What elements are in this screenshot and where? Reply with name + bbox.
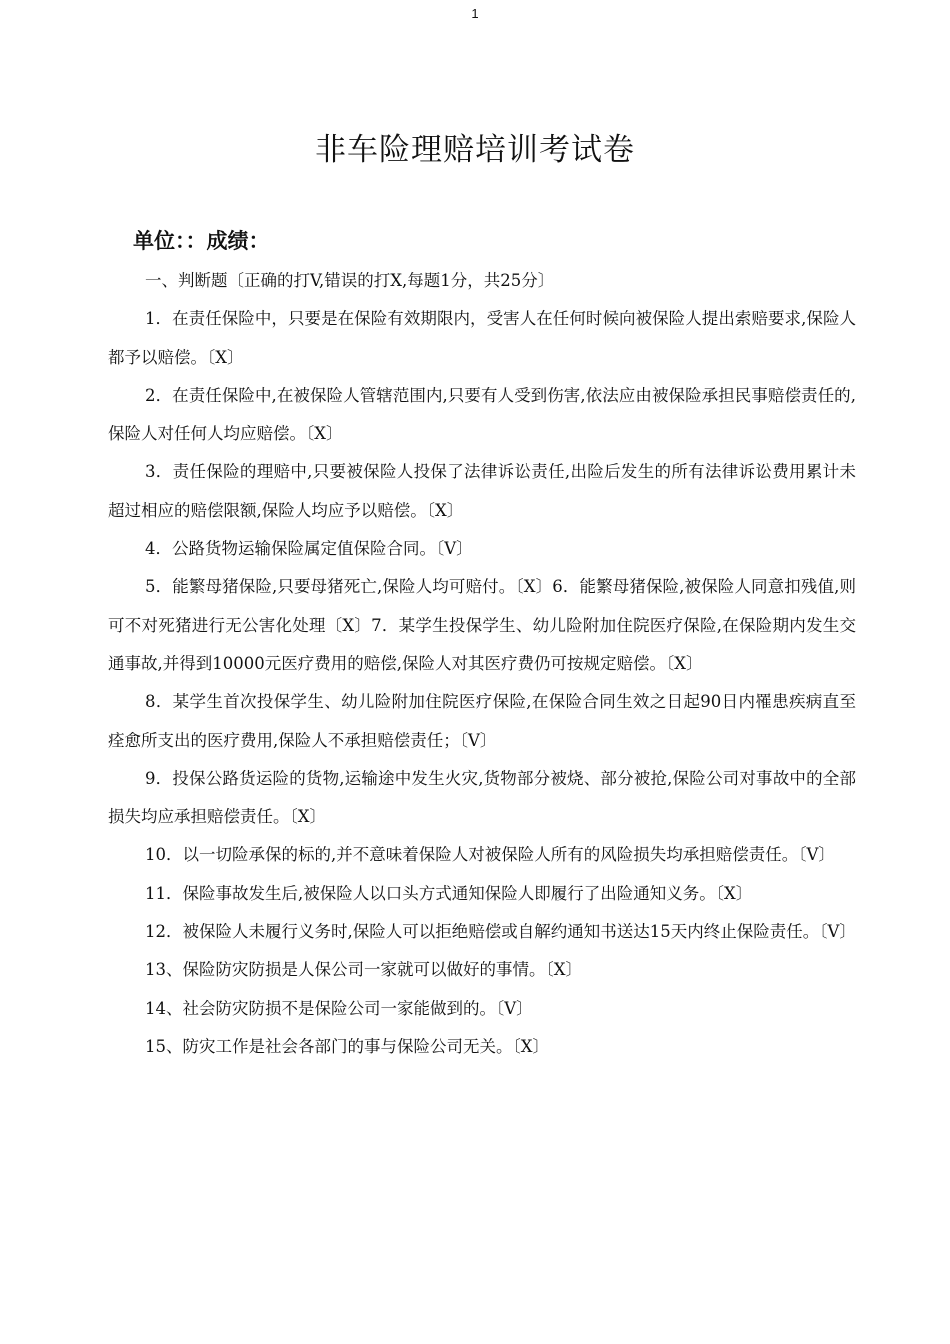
exam-title: 非车险理赔培训考试卷 — [315, 132, 635, 168]
question-10: 10．以一切险承保的标的,并不意味着保险人对被保险人所有的风险损失均承担赔偿责任。〔V〕 — [145, 845, 835, 865]
page-number: 1 — [471, 6, 479, 21]
question-13: 13、保险防灾防损是人保公司一家就可以做好的事情。〔X〕 — [145, 960, 582, 980]
exam-content — [108, 262, 856, 1066]
question-8: 8．某学生首次投保学生、幼儿险附加住院医疗保险,在保险合同生效之日起90日内罹患疾病直至痊愈所支出的医疗费用,保险人不承担赔偿责任；〔V〕 — [108, 692, 856, 750]
question-2: 2．在责任保险中,在被保险人管辖范围内,只要有人受到伤害,依法应由被保险承担民事赔偿责任的,保险人对任何人均应赔偿。〔X〕 — [108, 385, 856, 444]
question-5-7: 5．能繁母猪保险,只要母猪死亡,保险人均可赔付。〔X〕6．能繁母猪保险,被保险人同意扣残值,则可不对死猪进行无公害化处理〔X〕7．某学生投保学生、幼儿险附加住院医疗保险,在保险期内发生交通事故,并得到10000元医疗费用的赔偿,保险人对其医疗费仍可按规定赔偿。〔X〕 — [108, 577, 856, 673]
question-3: 3．责任保险的理赔中,只要被保险人投保了法律诉讼责任,出险后发生的所有法律诉讼费用累计未超过相应的赔偿限额,保险人均应予以赔偿。〔X〕 — [108, 462, 856, 520]
section-heading: 一、判断题〔正确的打V,错误的打X,每题1分，共25分〕 — [145, 271, 555, 290]
question-4: 4．公路货物运输保险属定值保险合同。〔V〕 — [145, 539, 473, 559]
question-15: 15、防灾工作是社会各部门的事与保险公司无关。〔X〕 — [145, 1036, 549, 1056]
question-9: 9．投保公路货运险的货物,运输途中发生火灾,货物部分被烧、部分被抢,保险公司对事故中的全部损失均应承担赔偿责任。〔X〕 — [108, 768, 856, 827]
question-1: 1．在责任保险中，只要是在保险有效期限内，受害人在任何时候向被保险人提出索赔要求,保险人都予以赔偿。〔X〕 — [108, 309, 856, 367]
question-14: 14、社会防灾防损不是保险公司一家能做到的。〔V〕 — [145, 998, 533, 1018]
question-11: 11．保险事故发生后,被保险人以口头方式通知保险人即履行了出险通知义务。〔X〕 — [145, 883, 753, 903]
unit-score-line: 单位：：成绩： — [133, 229, 270, 253]
question-12: 12．被保险人未履行义务时,保险人可以拒绝赔偿或自解约通知书送达15天内终止保险责任。〔V〕 — [145, 922, 856, 942]
